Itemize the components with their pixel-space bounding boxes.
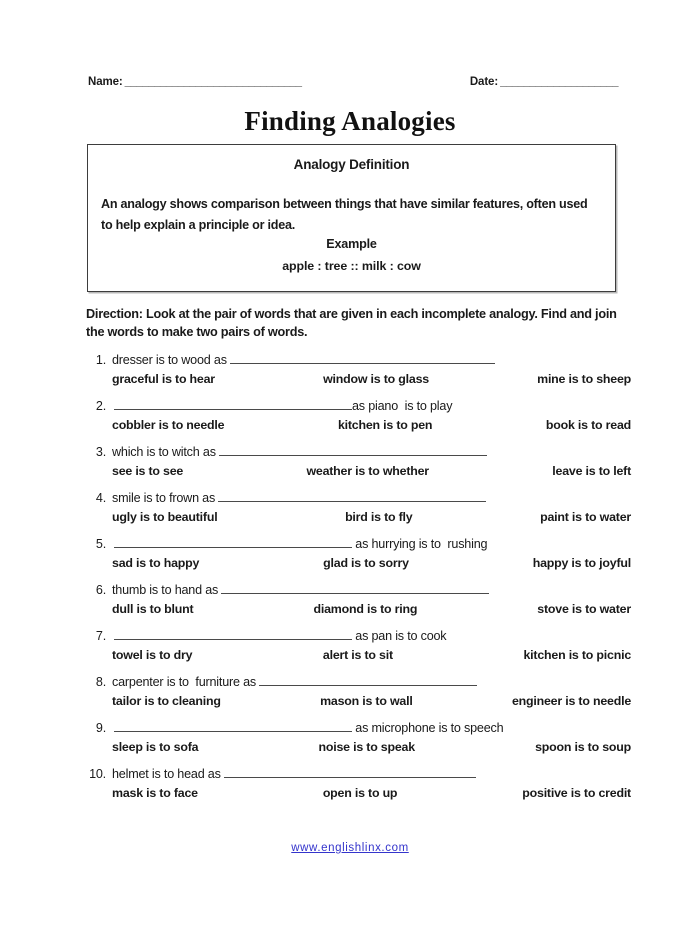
answer-option[interactable]: book is to read xyxy=(545,418,632,432)
name-label: Name: xyxy=(88,76,123,88)
question-prompt-line xyxy=(86,718,631,740)
direction-text: Direction: Look at the pair of words that are given in each incomplete analogy. Find and join the words to make two pairs of words. xyxy=(86,307,617,339)
answer-option[interactable]: diamond is to ring xyxy=(313,602,418,616)
answer-blank[interactable] xyxy=(114,718,352,732)
answer-option[interactable]: kitchen is to picnic xyxy=(523,648,632,662)
name-blank[interactable]: ______________________________ xyxy=(124,76,302,88)
footer xyxy=(0,838,700,856)
question-text: carpenter is to furniture as xyxy=(112,675,260,689)
answer-blank[interactable] xyxy=(219,442,487,456)
example-analogy: apple : tree :: milk : cow xyxy=(282,259,421,273)
definition-body: An analogy shows comparison between things that have similar features, often used to help explain a principle or idea. xyxy=(101,197,588,232)
answer-options-row xyxy=(86,694,631,718)
answer-option[interactable]: leave is to left xyxy=(552,464,632,478)
answer-options-row xyxy=(86,786,631,810)
answer-option[interactable]: cobbler is to needle xyxy=(112,418,225,432)
question-number: 10. xyxy=(89,767,106,781)
website-link[interactable]: www.englishlinx.com xyxy=(291,842,409,854)
answer-option[interactable]: tailor is to cleaning xyxy=(112,694,221,708)
answer-options-row xyxy=(86,510,631,534)
answer-blank[interactable] xyxy=(114,396,352,410)
question-number: 8. xyxy=(95,675,106,689)
answer-option[interactable]: mason is to wall xyxy=(320,694,413,708)
question-prompt-line xyxy=(86,488,631,510)
question-item xyxy=(86,672,631,718)
answer-option[interactable]: sleep is to sofa xyxy=(112,740,199,754)
answer-option[interactable]: weather is to whether xyxy=(306,464,429,478)
question-prompt-line xyxy=(86,350,631,372)
answer-option[interactable]: ugly is to beautiful xyxy=(112,510,218,524)
question-text: as pan is to cook xyxy=(352,629,447,643)
answer-option[interactable]: bird is to fly xyxy=(345,510,413,524)
answer-option[interactable]: glad is to sorry xyxy=(323,556,409,570)
question-item xyxy=(86,396,631,442)
question-text: thumb is to hand as xyxy=(112,583,222,597)
question-item xyxy=(86,442,631,488)
question-prompt-line xyxy=(86,442,631,464)
answer-option[interactable]: open is to up xyxy=(322,786,398,800)
answer-option[interactable]: dull is to blunt xyxy=(112,602,194,616)
answer-blank[interactable] xyxy=(259,672,477,686)
date-blank[interactable]: ____________________ xyxy=(500,76,618,88)
date-field xyxy=(470,76,618,88)
header-fields xyxy=(88,76,618,88)
answer-option[interactable]: sad is to happy xyxy=(112,556,200,570)
question-text: dresser is to wood as xyxy=(112,353,231,367)
answer-option[interactable]: kitchen is to pen xyxy=(337,418,433,432)
date-label: Date: xyxy=(469,76,499,88)
answer-option[interactable]: towel is to dry xyxy=(112,648,193,662)
question-number: 9. xyxy=(95,721,106,735)
answer-blank[interactable] xyxy=(114,626,352,640)
answer-options-row xyxy=(86,648,631,672)
question-item xyxy=(86,626,631,672)
question-number: 1. xyxy=(95,353,106,367)
question-item xyxy=(86,718,631,764)
name-field xyxy=(88,76,302,88)
answer-blank[interactable] xyxy=(224,764,476,778)
question-number: 4. xyxy=(95,491,106,505)
question-prompt-line xyxy=(86,580,631,602)
question-text: as piano is to play xyxy=(352,399,453,413)
answer-blank[interactable] xyxy=(230,350,495,364)
question-text: as microphone is to speech xyxy=(352,721,504,735)
question-prompt-line xyxy=(86,764,631,786)
question-item xyxy=(86,764,631,810)
answer-blank[interactable] xyxy=(221,580,489,594)
question-text: which is to witch as xyxy=(112,445,220,459)
answer-options-row xyxy=(86,740,631,764)
answer-option[interactable]: stove is to water xyxy=(537,602,631,616)
question-prompt-line xyxy=(86,396,631,418)
question-prompt-line xyxy=(86,626,631,648)
question-number: 2. xyxy=(95,399,106,413)
question-text: helmet is to head as xyxy=(112,767,225,781)
answer-option[interactable]: positive is to credit xyxy=(522,786,631,800)
answer-blank[interactable] xyxy=(218,488,486,502)
question-item xyxy=(86,350,631,396)
answer-blank[interactable] xyxy=(114,534,352,548)
answer-option[interactable]: noise is to speak xyxy=(318,740,415,754)
answer-option[interactable]: engineer is to needle xyxy=(511,694,632,708)
question-prompt-line xyxy=(86,534,631,556)
question-text: as hurrying is to rushing xyxy=(352,537,488,551)
question-number: 7. xyxy=(95,629,106,643)
question-item xyxy=(86,488,631,534)
question-prompt-line xyxy=(86,672,631,694)
question-number: 5. xyxy=(95,537,106,551)
answer-options-row xyxy=(86,602,631,626)
question-text: smile is to frown as xyxy=(112,491,219,505)
answer-option[interactable]: see is to see xyxy=(112,464,184,478)
question-number: 3. xyxy=(95,445,106,459)
answer-option[interactable]: alert is to sit xyxy=(322,648,393,662)
answer-options-row xyxy=(86,372,631,396)
answer-option[interactable]: graceful is to hear xyxy=(112,372,215,386)
question-list xyxy=(86,350,631,810)
page-title: Finding Analogies xyxy=(244,106,456,136)
question-item xyxy=(86,534,631,580)
answer-option[interactable]: mine is to sheep xyxy=(537,372,632,386)
example-label: Example xyxy=(326,237,377,251)
answer-option[interactable]: spoon is to soup xyxy=(535,740,632,754)
answer-options-row xyxy=(86,556,631,580)
answer-option[interactable]: mask is to face xyxy=(112,786,198,800)
question-number: 6. xyxy=(95,583,106,597)
answer-option[interactable]: happy is to joyful xyxy=(532,556,631,570)
answer-options-row xyxy=(86,464,631,488)
answer-option[interactable]: paint is to water xyxy=(540,510,632,524)
answer-option[interactable]: window is to glass xyxy=(323,372,429,386)
question-item xyxy=(86,580,631,626)
answer-options-row xyxy=(86,418,631,442)
definition-heading: Analogy Definition xyxy=(293,157,410,172)
analogy-definition-box xyxy=(87,144,616,292)
